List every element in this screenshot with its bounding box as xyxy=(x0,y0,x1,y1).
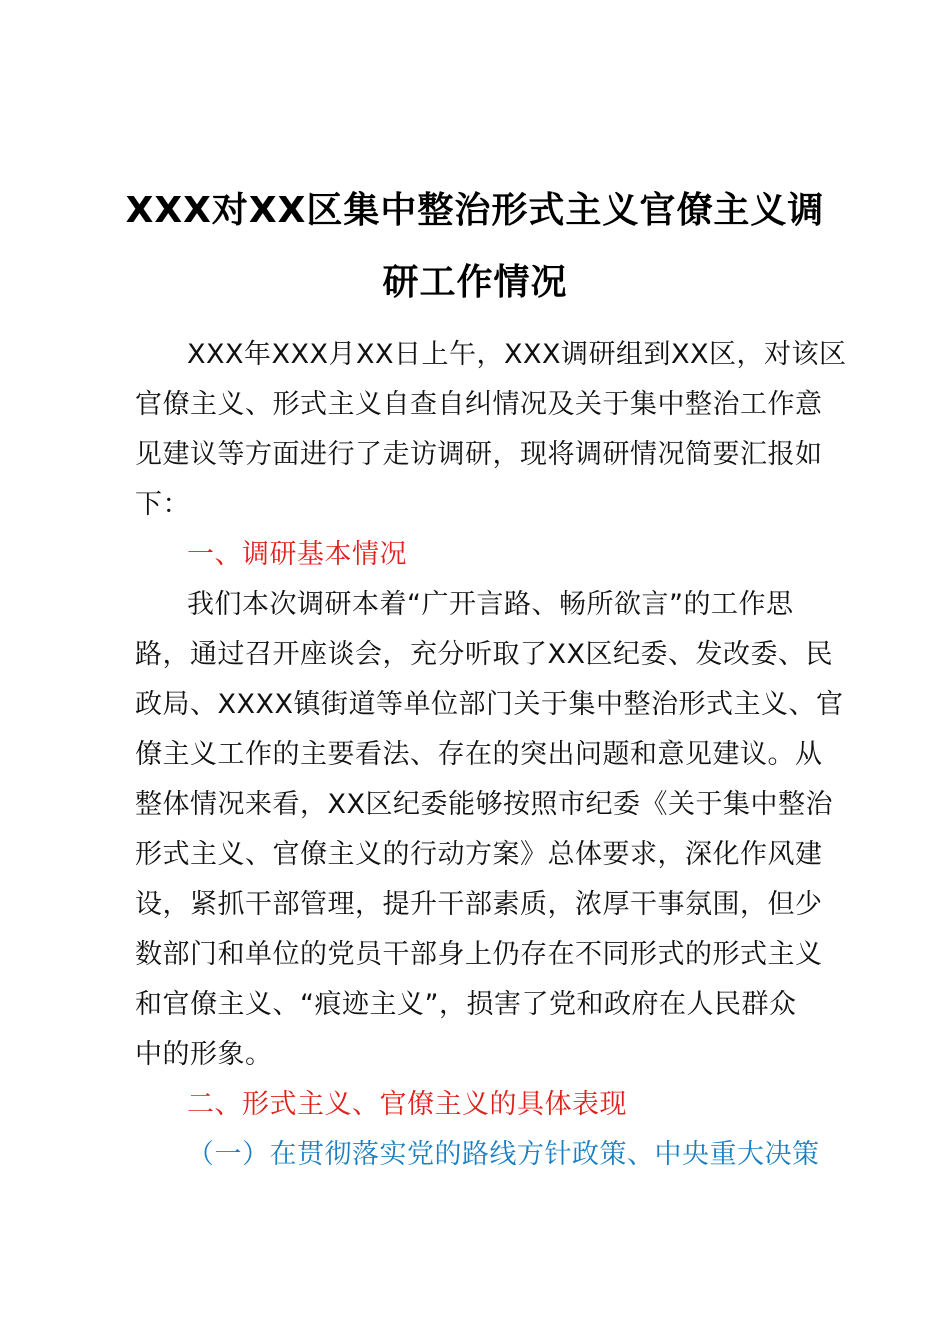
section-2-heading: 二、形式主义、官僚主义的具体表现 xyxy=(187,1089,627,1120)
section-1-line-9: 和官僚主义、“痕迹主义”，损害了党和政府在人民群众 xyxy=(135,989,797,1020)
intro-line-4: 下： xyxy=(135,489,190,520)
section-1-line-3: 政局、XXXX镇街道等单位部门关于集中整治形式主义、官 xyxy=(135,689,844,720)
section-1-line-4: 僚主义工作的主要看法、存在的突出问题和意见建议。从 xyxy=(135,739,823,770)
subsection-1-heading: （一）在贯彻落实党的路线方针政策、中央重大决策 xyxy=(187,1139,820,1170)
section-1-line-1: 我们本次调研本着“广开言路、畅所欲言”的工作思 xyxy=(187,589,794,620)
section-1-line-8: 数部门和单位的党员干部身上仍存在不同形式的形式主义 xyxy=(135,939,823,970)
intro-line-2: 官僚主义、形式主义自查自纠情况及关于集中整治工作意 xyxy=(135,389,823,420)
section-1-line-6: 形式主义、官僚主义的行动方案》总体要求，深化作风建 xyxy=(135,839,823,870)
section-1-heading: 一、调研基本情况 xyxy=(187,539,407,570)
document-title-line-1: XXX对XX区集中整治形式主义官僚主义调 xyxy=(125,190,825,231)
intro-line-3: 见建议等方面进行了走访调研，现将调研情况简要汇报如 xyxy=(135,439,823,470)
section-1-line-2: 路，通过召开座谈会，充分听取了XX区纪委、发改委、民 xyxy=(135,639,833,670)
document-title-line-2: 研工作情况 xyxy=(382,262,568,303)
intro-line-1: XXX年XXX月XX日上午，XXX调研组到XX区，对该区 xyxy=(187,339,847,370)
section-1-line-7: 设，紧抓干部管理，提升干部素质，浓厚干事氛围，但少 xyxy=(135,889,823,920)
section-1-line-5: 整体情况来看，XX区纪委能够按照市纪委《关于集中整治 xyxy=(135,789,833,820)
section-1-line-10: 中的形象。 xyxy=(135,1039,273,1070)
